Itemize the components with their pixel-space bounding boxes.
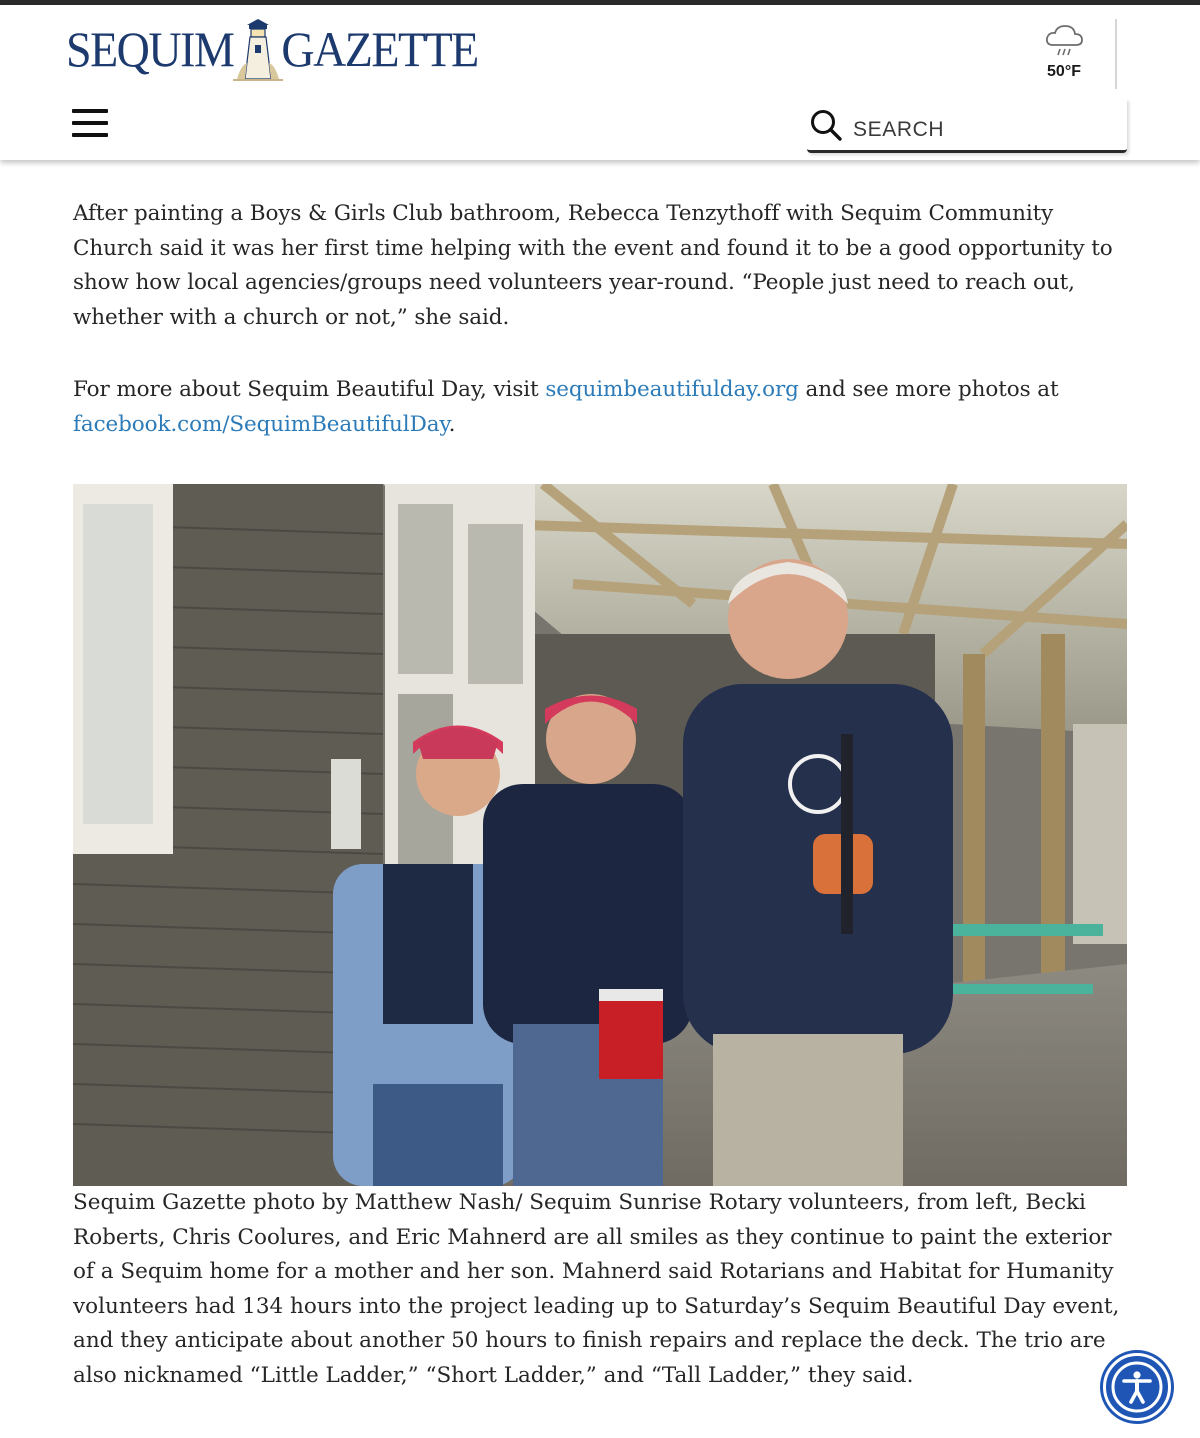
- rain-cloud-icon: [1043, 23, 1085, 61]
- paragraph-text: For more about Sequim Beautiful Day, visit: [73, 377, 546, 402]
- photo-caption: Sequim Gazette photo by Matthew Nash/ Sequim Sunrise Rotary volunteers, from left, Becki Roberts, Chris Coolures, and Eric Mahnerd are all smiles as they continue to paint the exterior of a Sequim home for a mother and her son. Mahnerd said Rotarians and Habitat for Humanity volunteers had 134 hours into the project leading up to Saturday’s Sequim Beautiful Day event, and they anticipate about another 50 hours to finish repairs and replace the deck. The trio are also nicknamed “Little Ladder,” “Short Ladder,” and “Tall Ladder,” they said.: [73, 1190, 1120, 1388]
- weather-widget[interactable]: [1036, 23, 1092, 81]
- article-paragraph-links: [73, 373, 1133, 442]
- volunteers-photo: [73, 484, 1127, 1186]
- paragraph-text: and see more photos at: [798, 377, 1059, 402]
- logo-text-sequim: SEQUIM: [66, 21, 234, 78]
- site-header: [0, 5, 1200, 160]
- article-paragraph: After painting a Boys & Girls Club bathroom, Rebecca Tenzythoff with Sequim Community Church said it was her first time helping with the event and found it to be a good opportunity to show how local agencies/groups need volunteers year-round. “People just need to reach out, whether with a church or not,” she said.: [73, 201, 1113, 330]
- link-facebook[interactable]: facebook.com/SequimBeautifulDay: [73, 411, 449, 437]
- search-icon[interactable]: [809, 108, 843, 142]
- article-photo: [73, 484, 1127, 1186]
- search-input[interactable]: [853, 118, 1113, 142]
- site-logo[interactable]: [66, 19, 478, 81]
- paragraph-text: .: [448, 411, 456, 437]
- lighthouse-icon: [229, 19, 287, 81]
- link-sequimbeautifulday[interactable]: sequimbeautifulday.org: [545, 377, 799, 402]
- search-bar[interactable]: [807, 99, 1127, 153]
- hamburger-menu-icon[interactable]: [72, 109, 108, 141]
- article-body: [73, 197, 1133, 442]
- header-divider: [1115, 19, 1117, 89]
- logo-text-gazette: GAZETTE: [281, 21, 478, 78]
- accessibility-button[interactable]: [1103, 1353, 1171, 1421]
- accessibility-icon: [1106, 1356, 1168, 1418]
- weather-temperature: 50°F: [1047, 63, 1081, 80]
